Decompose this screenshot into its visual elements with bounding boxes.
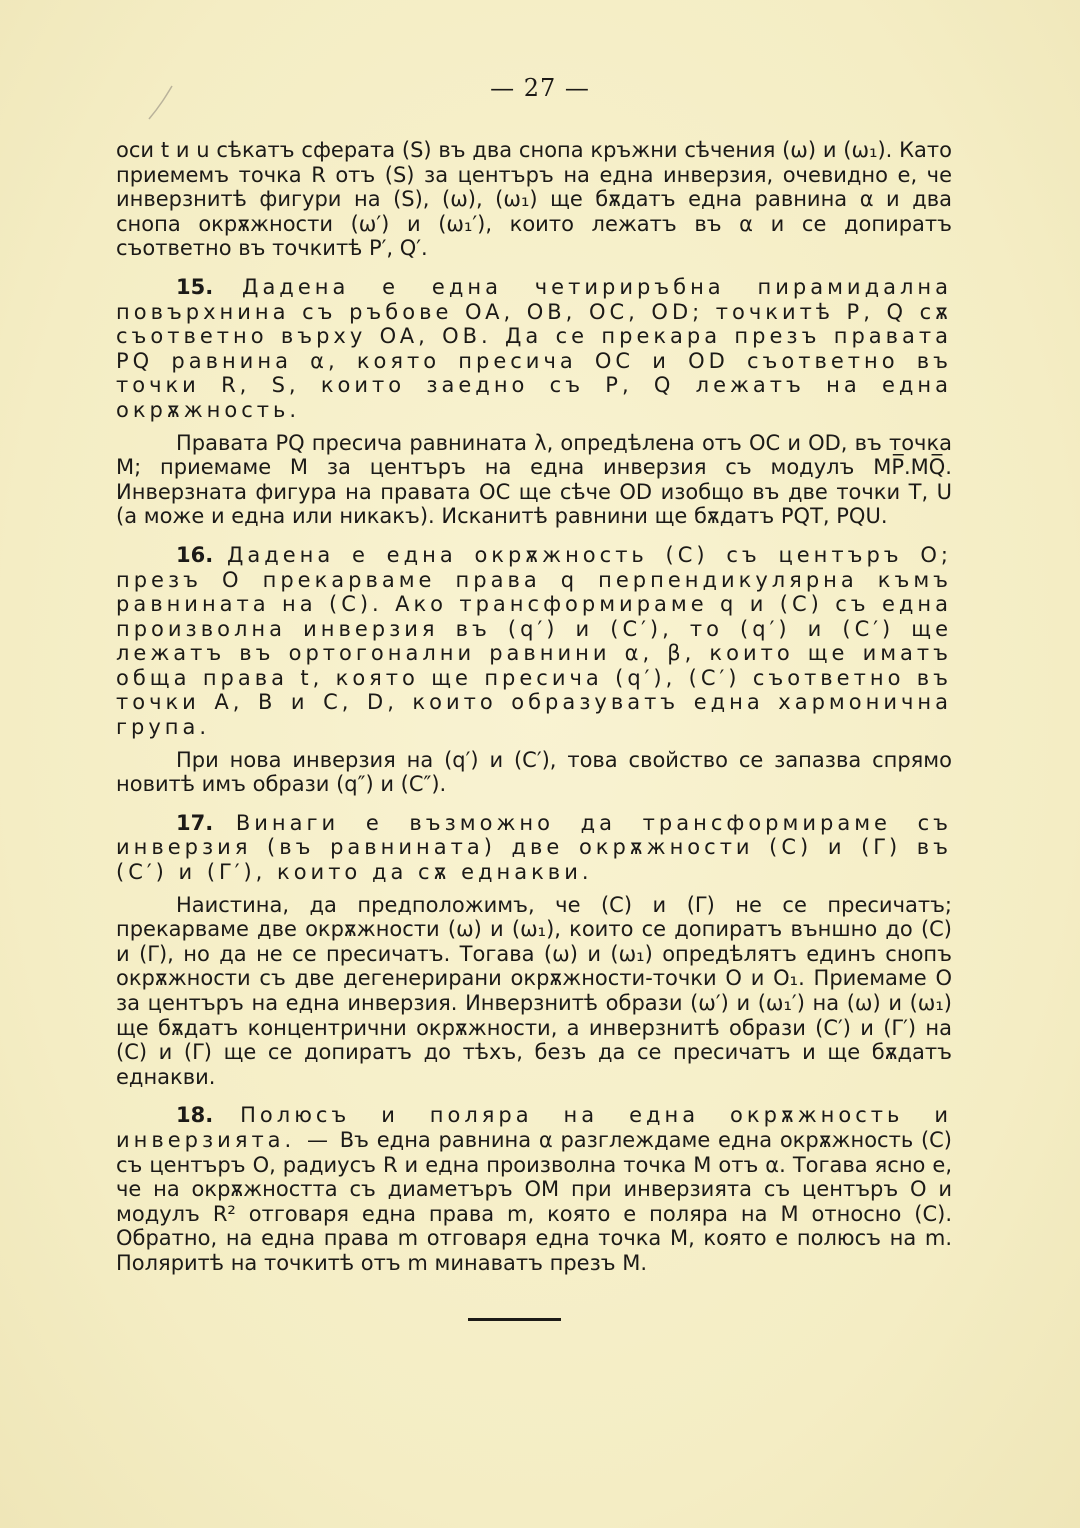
paragraph-problem-15 (116, 275, 952, 423)
section-title: Полюсъ и поляра на една окрѫжность и инверзията. — (116, 1103, 952, 1152)
problem-number: 17. (176, 810, 214, 835)
problem-number: 18. (176, 1103, 214, 1128)
problem-statement: Дадена е една окрѫжность (C) съ центъръ O; презъ O прекарваме права q перпендикулярна къмъ равнината на (C). Ако трансформираме q и (C) съ една произволна инверзия въ (q′) и (C′), то (q′) и (C′) ще лежатъ въ ортогонални равнини α, β, които ще иматъ обща права t, която ще пресича (q′), (C′) съответно въ точки A, B и C, D, които образуватъ една хармонична група. (116, 542, 952, 740)
solution-text: При нова инверзия на (q′) и (C′), това свойство се запазва спрямо новитѣ имъ образи (q″) и (C″). (116, 747, 952, 797)
page-number: — 27 — (490, 74, 590, 102)
paragraph-problem-18 (116, 1103, 952, 1275)
solution-text: Правата PQ пресича равнината λ, опредѣлена отъ OC и OD, въ точка M; приемаме M за центъръ на една инверзия съ модулъ MP̅.MQ̅. Инверзната фигура на правата OC ще сѣче OD изобщо въ две точки T, U (а може и една или никакъ). Исканитѣ равнини ще бѫдатъ PQT, PQU. (116, 430, 952, 529)
paragraph-continuation (116, 138, 952, 261)
paragraph-solution-15 (116, 431, 952, 529)
paragraph-text: оси t и u сѣкатъ сферата (S) въ два снопа кръжни сѣчения (ω) и (ω₁). Като приемемъ точка R отъ (S) за центъръ на една инверзия, очевидно е, че инверзнитѣ фигури на (S), (ω), (ω₁) ще бѫдатъ една равнина α и два снопа окрѫжности (ω′) и (ω₁′), които лежатъ въ α и се допиратъ съответно въ точкитѣ P′, Q′. (116, 138, 952, 261)
paragraph-problem-17 (116, 811, 952, 885)
body-text (116, 138, 952, 1276)
end-rule (468, 1318, 561, 1321)
problem-number: 15. (176, 274, 214, 299)
paragraph-solution-17 (116, 893, 952, 1090)
problem-statement: Дадена е една четириръбна пирамидална повърхнина съ ръбове OA, OB, OC, OD; точкитѣ P, Q сѫ съответно върху OA, OB. Да се прекара презъ правата PQ равнина α, която пресича OC и OD съответно въ точки R, S, които заедно съ P, Q лежатъ на една окрѫжность. (116, 274, 952, 422)
problem-statement: Въ една равнина α разглеждаме една окрѫжность (C) съ центъръ O, радиусъ R и една произволна точка M отъ α. Тогава ясно е, че на окрѫжността съ диаметъръ OM при инверзията съ центъръ O и модулъ R² отговаря една права m, която е поляра на M относно (C). Обратно, на една права m отговаря една точка M, която е полюсъ на m. Поляритѣ на точкитѣ отъ m минаватъ презъ M. (116, 1127, 952, 1275)
paragraph-problem-16 (116, 543, 952, 740)
problem-number: 16. (176, 542, 214, 567)
problem-statement: Винаги е възможно да трансформираме съ инверзия (въ равнината) две окрѫжности (C) и (Γ) въ (C′) и (Γ′), които да сѫ еднакви. (116, 810, 952, 885)
solution-text: Наистина, да предположимъ, че (C) и (Γ) не се пресичатъ; прекарваме две окрѫжности (ω) и (ω₁), които се допиратъ външно до (C) и (Γ), но да не се пресичатъ. Тогава (ω) и (ω₁) опредѣлятъ единъ снопъ окрѫжности съ две дегенерирани окрѫжности-точки O и O₁. Приемаме O за центъръ на една инверзия. Инверзнитѣ образи (ω′) и (ω₁′) на (ω) и (ω₁) ще бѫдатъ концентрични окрѫжности, а инверзнитѣ образи (C′) и (Γ′) на (C) и (Γ) ще се допиратъ до тѣхъ, безъ да се пресичатъ и ще бѫдатъ еднакви. (116, 892, 953, 1089)
paragraph-solution-16 (116, 748, 952, 797)
